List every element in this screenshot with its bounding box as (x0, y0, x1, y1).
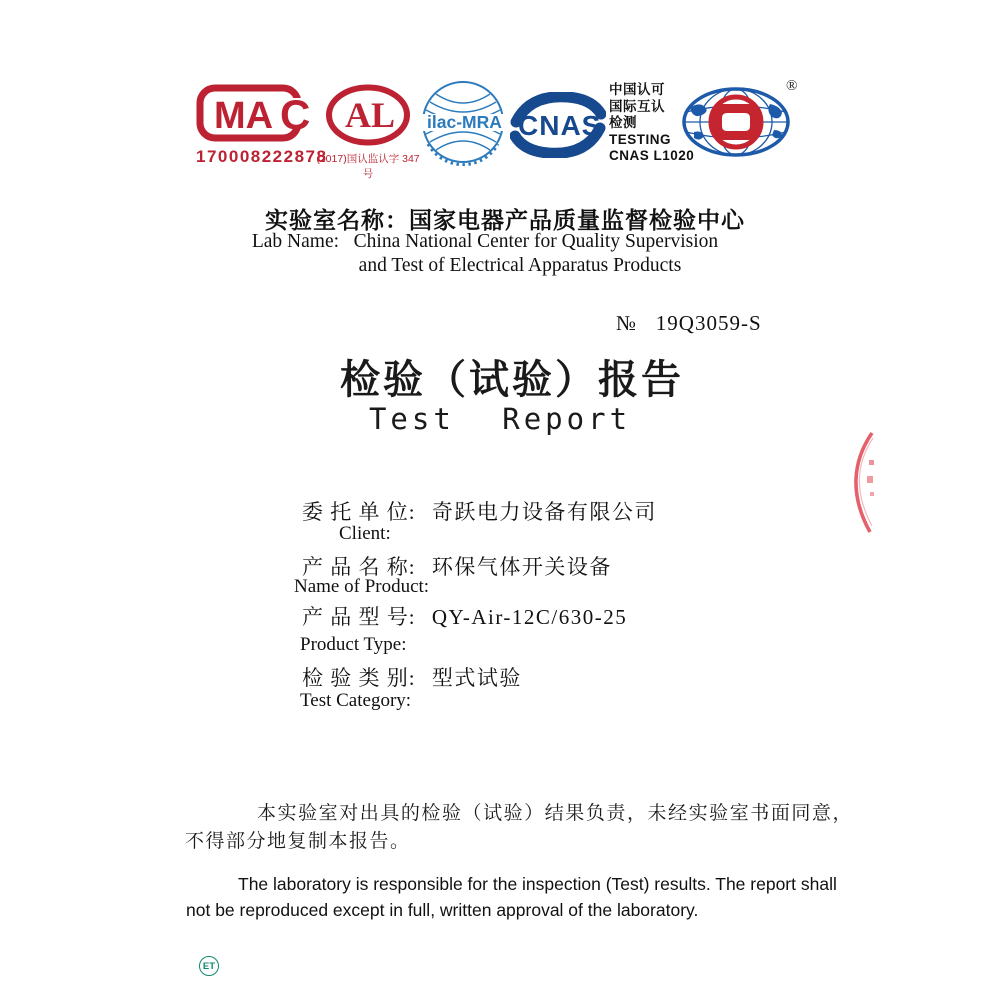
field-product-type-label-cn: 产 品 型 号: (302, 605, 416, 629)
field-client-label-en: Client: (339, 523, 391, 544)
accreditation-line-5: CNAS L1020 (609, 148, 695, 163)
lab-name-en-text: China National Center for Quality Supervision (353, 231, 719, 252)
field-client-cn (302, 496, 657, 526)
field-test-category-value: 型式试验 (431, 666, 522, 690)
red-stamp-fragment (842, 430, 890, 541)
field-product-type-cn (302, 601, 627, 631)
lab-name-en-label: Lab Name: (251, 231, 340, 252)
lab-name-cn: 实验室名称：国家电器产品质量监督检验中心 (265, 207, 745, 233)
report-number-value: 19Q3059-S (655, 311, 762, 335)
registered-trademark: ® (786, 78, 798, 94)
field-test-category-label-en: Test Category: (300, 690, 412, 711)
accreditation-line-3: 检测 (609, 115, 637, 130)
globe-cert-icon (682, 86, 794, 158)
cnas-label: CNAS (518, 110, 602, 141)
field-product-type-label-en: Product Type: (300, 634, 407, 655)
lab-name-en-line2: and Test of Electrical Apparatus Products (358, 255, 682, 276)
field-test-category-cn (302, 662, 522, 692)
field-client-label-cn: 委 托 单 位: (302, 500, 416, 524)
field-product-name-value: 环保气体开关设备 (431, 555, 612, 579)
lab-name-en-line1 (0, 231, 985, 253)
report-title-cn: 检验（试验）报告 (340, 358, 684, 402)
al-caption: (2017)国认监认字 347 号 (316, 153, 420, 180)
field-product-type-value: QY-Air-12C/630-25 (431, 605, 628, 629)
field-product-name-label-en: Name of Product: (294, 576, 430, 597)
cma-logo-icon (196, 84, 312, 142)
report-number (616, 311, 762, 336)
field-client-value: 奇跃电力设备有限公司 (431, 500, 657, 524)
accreditation-line-1: 中国认可 (609, 82, 665, 97)
ilac-mra-label: ilac-MRA (427, 112, 502, 132)
cnas-logo (510, 92, 606, 163)
accreditation-line-4: TESTING (609, 131, 672, 147)
al-letters: AL (345, 95, 396, 135)
statement-en: The laboratory is responsible for the inspection (Test) results. The report shall not be reproduced except in full, written approval of the laboratory. (186, 874, 837, 920)
field-test-category-label-cn: 检 验 类 别: (302, 666, 416, 690)
report-title-en: Test Report (368, 402, 632, 436)
red-stamp-icon (842, 430, 890, 536)
cma-number: 170008222878 (196, 147, 328, 166)
field-product-name-label-cn: 产 品 名 称: (302, 555, 416, 579)
statement-cn: 本实验室对出具的检验（试验）结果负责，未经实验室书面同意，不得部分地复制本报告。 (185, 803, 853, 852)
al-logo-icon (325, 84, 411, 146)
et-mark: ET (199, 956, 219, 976)
cma-logo (196, 84, 327, 167)
cma-c-letter: C (280, 91, 311, 138)
cnas-icon (510, 92, 606, 158)
report-number-label: № (616, 311, 638, 335)
ilac-mra-logo (420, 78, 506, 171)
al-logo (314, 84, 422, 181)
ilac-mra-icon (420, 78, 506, 166)
cma-letters: MA (214, 95, 274, 137)
accreditation-line-2: 国际互认 (609, 98, 665, 114)
globe-cert-logo (682, 78, 798, 163)
